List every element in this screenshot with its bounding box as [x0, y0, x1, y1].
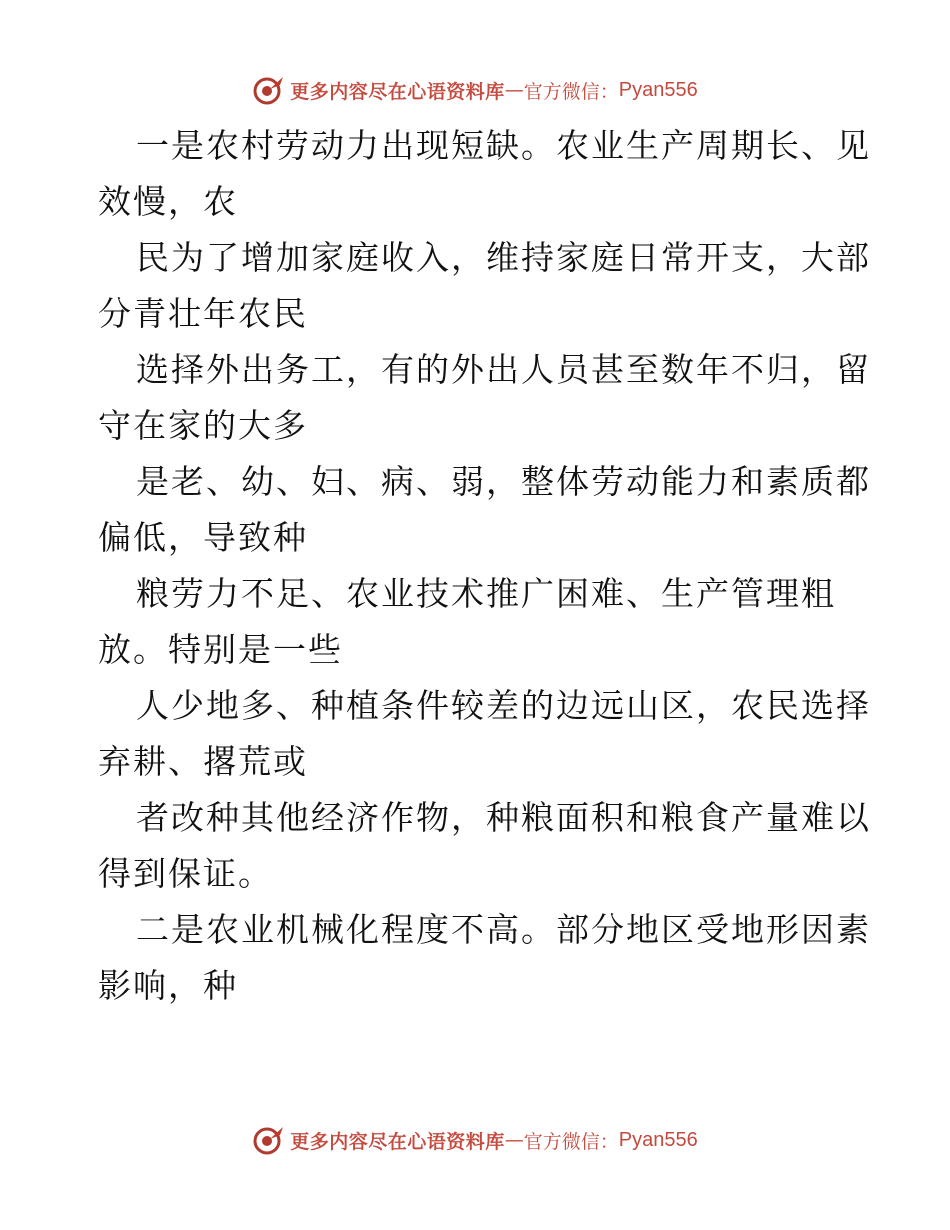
paragraph-line: 得到保证。 [98, 854, 273, 893]
paragraph-line: 分青壮年农民 [98, 294, 308, 333]
footer-banner [0, 1120, 950, 1160]
paragraph-line: 放。特别是一些 [98, 630, 343, 669]
paragraph-line: 一是农村劳动力出现短缺。农业生产周期长、见 [136, 126, 871, 165]
paragraph-7 [98, 790, 871, 902]
paragraph-5 [98, 566, 858, 678]
brand-logo-icon [252, 73, 286, 107]
paragraph-1 [98, 118, 871, 230]
paragraph-line: 偏低，导致种 [98, 518, 308, 557]
paragraph-line: 粮劳力不足、农业技术推广困难、生产管理粗 [136, 574, 836, 613]
paragraph-line: 者改种其他经济作物，种粮面积和粮食产量难以 [136, 798, 871, 837]
paragraph-line: 民为了增加家庭收入，维持家庭日常开支，大部 [136, 238, 871, 277]
header-wechat-id: Pyan556 [618, 78, 698, 101]
footer-wechat-id: Pyan556 [618, 1128, 698, 1151]
paragraph-line: 影响，种 [98, 966, 238, 1005]
header-wechat-label: 官方微信： [523, 80, 619, 103]
paragraph-line: 是老、幼、妇、病、弱，整体劳动能力和素质都 [136, 462, 871, 501]
paragraph-line: 二是农业机械化程度不高。部分地区受地形因素 [136, 910, 871, 949]
paragraph-8 [98, 902, 871, 1014]
paragraph-line: 人少地多、种植条件较差的边远山区，农民选择 [136, 686, 871, 725]
header-brand-text: 更多内容尽在心语资料库 [290, 80, 505, 103]
footer-wechat-label: 官方微信： [523, 1130, 619, 1153]
paragraph-line: 弃耕、撂荒或 [98, 742, 308, 781]
paragraph-line: 效慢，农 [98, 182, 238, 221]
header-separator: — [504, 79, 524, 101]
paragraph-3 [98, 342, 871, 454]
document-body [98, 118, 871, 1014]
header-banner [0, 70, 950, 110]
paragraph-6 [98, 678, 871, 790]
paragraph-line: 守在家的大多 [98, 406, 308, 445]
footer-separator: — [504, 1129, 524, 1151]
paragraph-4 [98, 454, 871, 566]
brand-logo-icon [252, 1123, 286, 1157]
footer-brand-text: 更多内容尽在心语资料库 [290, 1130, 505, 1153]
paragraph-2 [98, 230, 871, 342]
paragraph-line: 选择外出务工，有的外出人员甚至数年不归，留 [136, 350, 871, 389]
